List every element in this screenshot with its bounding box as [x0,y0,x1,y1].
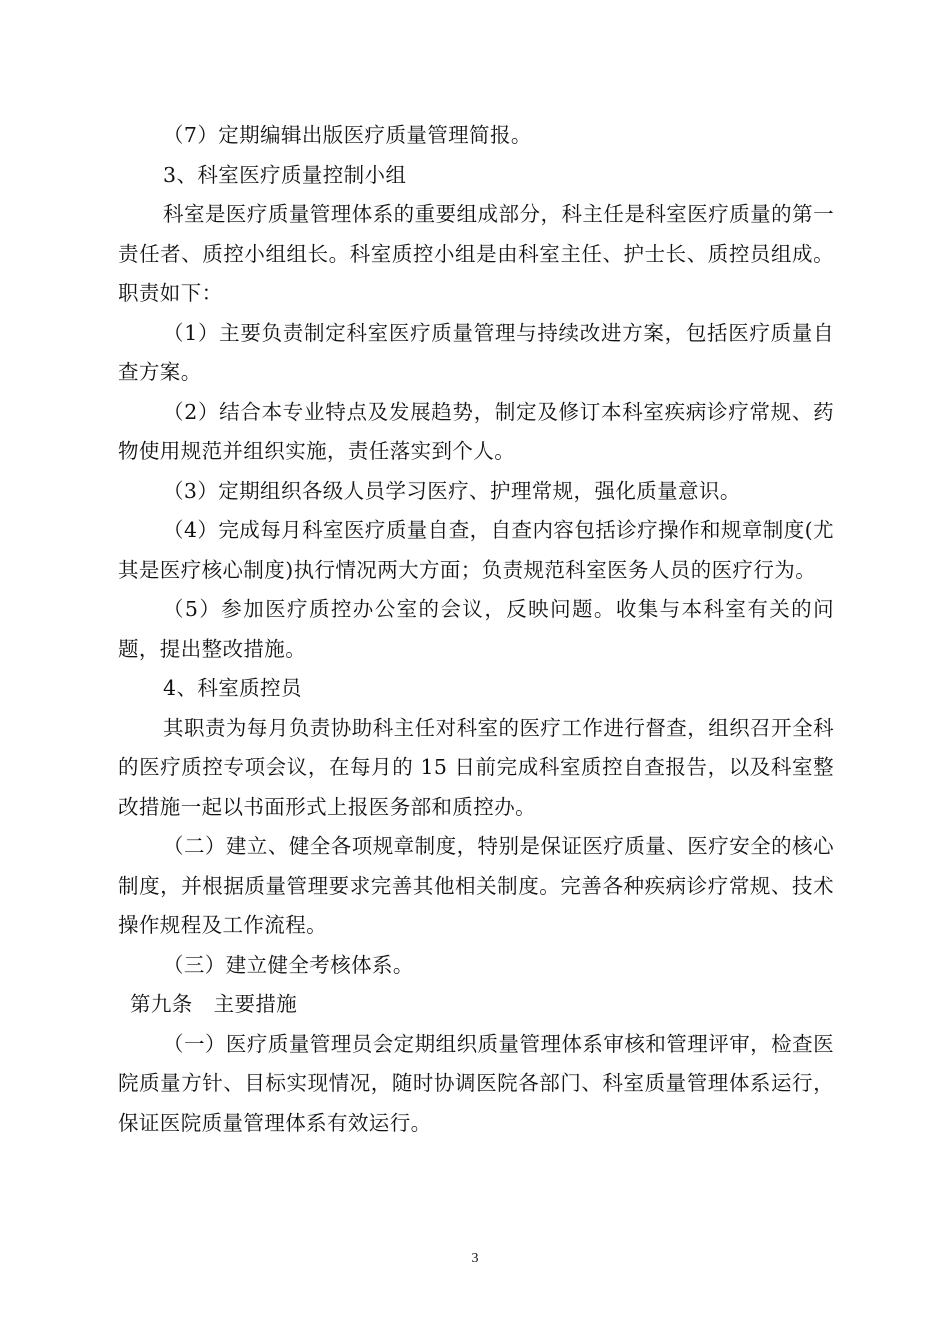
paragraph-duty-5: （5）参加医疗质控办公室的会议，反映问题。收集与本科室有关的问题，提出整改措施。 [118,597,834,661]
paragraph-measure-1: （一）医疗质量管理员会定期组织质量管理体系审核和管理评审，检查医院质量方针、目标实现情况，随时协调医院各部门、科室质量管理体系运行，保证医院质量管理体系有效运行。 [118,1031,834,1135]
paragraph-duty-3: （3）定期组织各级人员学习医疗、护理常规，强化质量意识。 [163,478,741,503]
section-heading-quality-officer: 4、科室质控员 [163,676,302,700]
paragraph-duty-4: （4）完成每月科室医疗质量自查，自查内容包括诊疗操作和规章制度(尤其是医疗核心制度)执行情况两大方面；负责规范科室医务人员的医疗行为。 [118,518,834,582]
paragraph-assessment-system: （三）建立健全考核体系。 [163,952,414,977]
paragraph-duty-2: （2）结合本专业特点及发展趋势，制定及修订本科室疾病诊疗常规、药物使用规范并组织实施，责任落实到个人。 [118,399,834,463]
paragraph-duty-1: （1）主要负责制定科室医疗质量管理与持续改进方案，包括医疗质量自查方案。 [118,320,834,384]
article-heading-9: 第九条 主要措施 [130,992,298,1016]
section-heading-dept-quality-group: 3、科室医疗质量控制小组 [163,162,407,187]
page-number: 3 [471,1251,479,1266]
paragraph-item-7: （7）定期编辑出版医疗质量管理简报。 [163,123,532,147]
paragraph-dept-intro: 科室是医疗质量管理体系的重要组成部分，科主任是科室医疗质量的第一责任者、质控小组组长。科室质控小组是由科室主任、护士长、质控员组成。职责如下： [118,202,834,305]
paragraph-officer-duties: 其职责为每月负责协助科主任对科室的医疗工作进行督查，组织召开全科的医疗质控专项会议，在每月的 15 日前完成科室质控自查报告，以及科室整改措施一起以书面形式上报医务部和质控办。 [118,715,834,819]
document-body [118,116,834,1143]
paragraph-rules-system: （二）建立、健全各项规章制度，特别是保证医疗质量、医疗安全的核心制度，并根据质量管理要求完善其他相关制度。完善各种疾病诊疗常规、技术操作规程及工作流程。 [118,834,834,937]
